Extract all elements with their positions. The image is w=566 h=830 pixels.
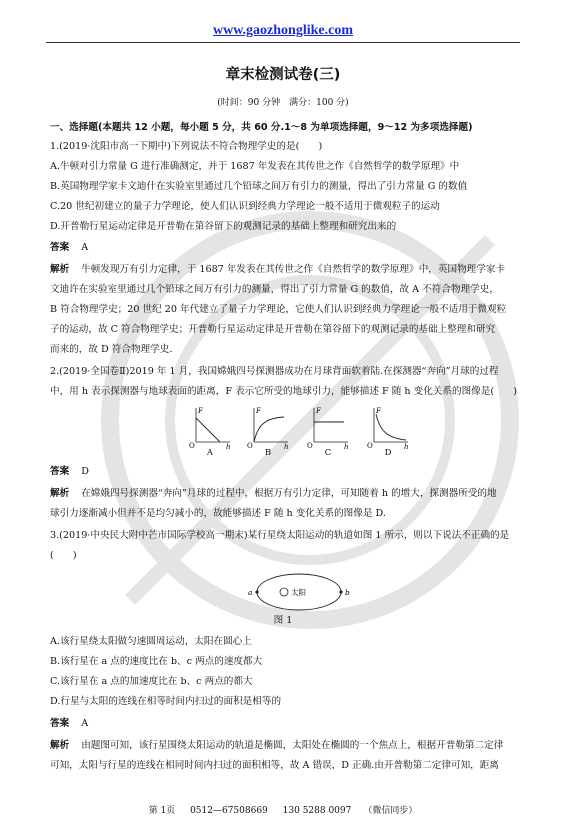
graph-d	[364, 404, 412, 451]
graph-d-axis-y: F	[376, 407, 381, 415]
q2-analysis-line	[50, 488, 518, 500]
graph-c-label: C	[324, 448, 332, 458]
q3-stem: ( )	[50, 550, 77, 561]
graph-b-axis-y: F	[256, 407, 261, 415]
point-a-marker	[255, 590, 258, 593]
graph-b-origin: O	[247, 442, 253, 450]
header-site-link[interactable]: www.gaozhonglike.com	[213, 23, 353, 38]
q1-analysis-line: 子的运动，故 C 符合物理学史；开普勒行星运动定律是开普勒在第谷留下的观测记录的基础上整理和研究	[50, 324, 496, 335]
q3-option-a: A.该行星绕太阳做匀速圆周运动，太阳在圆心上	[50, 636, 252, 647]
page-number: 第 1页	[148, 806, 176, 816]
graph-a-origin: O	[189, 442, 195, 450]
q3-stem: 3.(2019·中央民大附中芒市国际学校高一期末)某行星绕太阳运动的轨道如图 1 所示，则以下说法不正确的是	[50, 530, 510, 541]
contact-phone: 0512—67508669	[190, 806, 268, 816]
header-divider	[46, 42, 520, 43]
page-title: 章末检测试卷(三)	[225, 67, 341, 83]
exam-meta: (时间：90 分钟 满分：100 分)	[217, 98, 349, 108]
graph-a-axis-y: F	[198, 407, 203, 415]
q3-analysis-line: 可知，太阳与行星的连线在相同时间内扫过的面积相等，故 A 错误，D 正确.由开普勒第二定律可知，距离	[50, 760, 499, 771]
analysis-text: 在嫦娥四号探测器“奔向”月球的过程中，根据万有引力定律，可知随着 h 的增大，探测器所受的地	[81, 488, 497, 499]
graph-c-axis-x: h	[344, 443, 349, 451]
sun-label: 太阳	[291, 588, 306, 597]
graph-c-axis-y: F	[316, 407, 321, 415]
answer-value: A	[81, 718, 89, 729]
q1-analysis-line: 而来的，故 D 符合物理学史.	[50, 344, 173, 355]
q1-option-b: B.英国物理学家卡文迪什在实验室里通过几个铅球之间万有引力的测量，得出了引力常量 G 的数值	[50, 181, 468, 192]
graph-a-label: A	[206, 448, 214, 458]
q1-option-d: D.开普勒行星运动定律是开普勒在第谷留下的观测记录的基础上整理和研究出来的	[50, 221, 397, 232]
graph-c-origin: O	[307, 442, 313, 450]
q1-analysis-line: 文迪许在实验室里通过几个铅球之间万有引力的测量，得出了引力常量 G 的数值，故 A 不符合物理学史，	[50, 284, 499, 295]
contact-mobile: 130 5288 0097	[282, 806, 352, 816]
analysis-label: 解析	[50, 264, 70, 275]
graph-d-axis-x: h	[404, 443, 409, 451]
graph-a-axis-x: h	[226, 443, 231, 451]
sun-icon	[280, 588, 288, 596]
answer-value: A	[81, 242, 89, 253]
graph-b	[244, 404, 292, 451]
analysis-label: 解析	[50, 488, 70, 499]
analysis-text: 牛顿发现万有引力定律，于 1687 年发表在其传世之作《自然哲学的数学原理》中，英国物理学家卡	[81, 264, 506, 275]
q3-option-c: C.该行星在 a 点的加速度比在 b、c 两点的都大	[50, 676, 253, 687]
q1-analysis-line	[50, 264, 518, 276]
q2-stem: 2.(2019·全国卷Ⅱ)2019 年 1 月，我国嫦娥四号探测器成功在月球背面软着陆.在探测器“奔向”月球的过程	[50, 366, 499, 377]
page-footer	[0, 806, 566, 817]
analysis-text: 由题图可知，该行星围绕太阳运动的轨道是椭圆，太阳处在椭圆的一个焦点上，根据开普勒第二定律	[81, 740, 504, 751]
q3-option-d: D.行星与太阳的连线在相等时间内扫过的面积是相等的	[50, 696, 282, 707]
graph-c	[304, 404, 352, 451]
q1-answer	[50, 242, 518, 254]
graph-d-label: D	[384, 448, 392, 458]
contact-note: （微信同步）	[363, 806, 418, 816]
section-heading: 一、选择题(本题共 12 小题，每小题 5 分，共 60 分.1～8 为单项选择题，9～12 为多项选择题)	[50, 122, 473, 133]
q2-answer	[50, 466, 518, 478]
orbit-figure	[246, 566, 352, 622]
figure-caption: 图 1	[273, 615, 293, 626]
point-b-label: b	[345, 588, 350, 597]
q1-analysis-line: B 符合物理学史；20 世纪 20 年代建立了量子力学理论，它使人们认识到经典力学理论一般不适用于微观粒	[50, 304, 507, 315]
q1-stem: 1.(2019·沈阳市高一下期中)下列说法不符合物理学史的是( )	[50, 141, 323, 152]
q2-analysis-line: 球引力逐渐减小但并不是均匀减小的，故能够描述 F 随 h 变化关系的图像是 D.	[50, 508, 386, 519]
q1-option-c: C.20 世纪初建立的量子力学理论，使人们认识到经典力学理论一般不适用于微观粒子的运动	[50, 201, 440, 212]
q1-option-a: A.牛顿对引力常量 G 进行准确测定，并于 1687 年发表在其传世之作《自然哲学的数学原理》中	[50, 161, 460, 172]
answer-value: D	[81, 466, 89, 477]
point-b-marker	[339, 590, 342, 593]
answer-label: 答案	[50, 242, 70, 253]
analysis-label: 解析	[50, 740, 70, 751]
answer-label: 答案	[50, 718, 70, 729]
graph-a	[186, 404, 234, 451]
graph-d-origin: O	[367, 442, 373, 450]
graph-b-axis-x: h	[284, 443, 289, 451]
q2-stem: 中，用 h 表示探测器与地球表面的距离，F 表示它所受的地球引力，能够描述 F 随 h 变化关系的图像是( )	[50, 386, 518, 397]
answer-label: 答案	[50, 466, 70, 477]
point-a-label: a	[248, 588, 253, 597]
q3-answer	[50, 718, 518, 730]
q3-analysis-line	[50, 740, 518, 752]
graph-b-label: B	[264, 448, 272, 458]
q3-option-b: B.该行星在 a 点的速度比在 b、c 两点的速度都大	[50, 656, 263, 667]
